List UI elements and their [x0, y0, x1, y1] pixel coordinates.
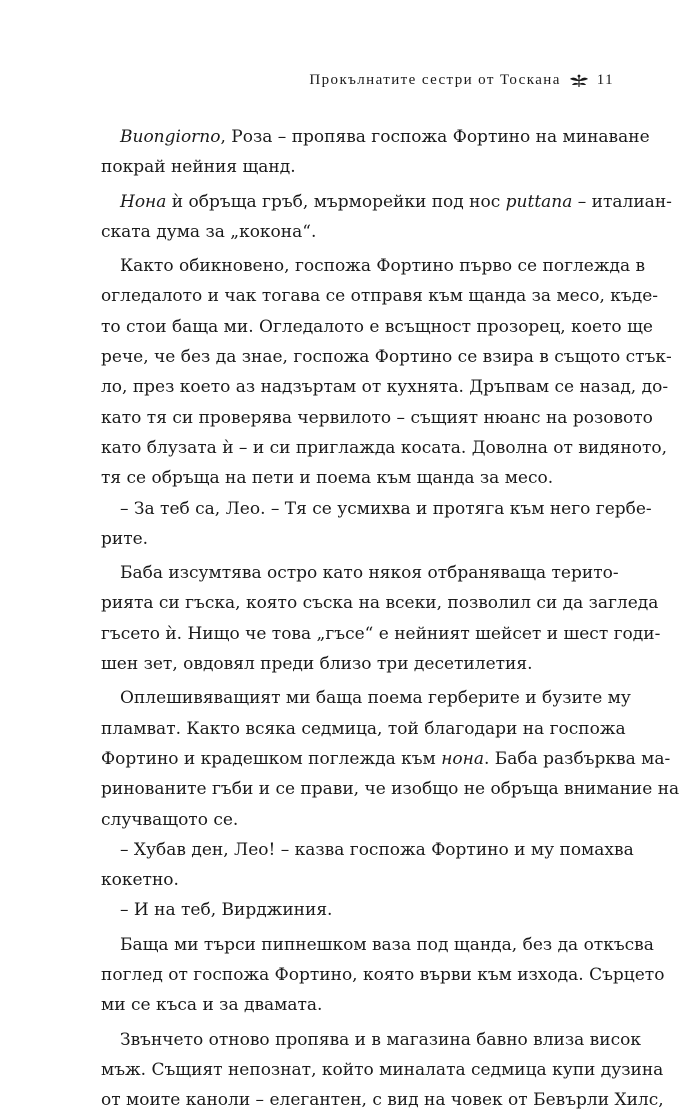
text-line: рите. — [101, 528, 149, 549]
text-line: Баба изсумтява остро като някоя отбраняваща терито- — [120, 563, 619, 584]
text-line: рече, че без да знае, госпожа Фортино се взира в същото стък- — [101, 347, 672, 368]
text-line: от моите каноли – елегантен, с вид на човек от Бевърли Хилс, — [101, 1090, 664, 1111]
text-line: мъж. Същият непознат, който миналата седмица купи дузина — [101, 1059, 664, 1080]
text-line: пламват. Както всяка седмица, той благодари на госпожа — [101, 718, 626, 739]
text-line: Нона ѝ обръща гръб, мърморейки под нос puttana – италиан- — [120, 191, 672, 212]
text-line: Buongiorno, Роза – пропява госпожа Фортино на минаване — [120, 127, 650, 147]
text-line: кокетно. — [101, 870, 179, 891]
running-head — [309, 72, 614, 89]
text-line: покрай нейния щанд. — [101, 157, 296, 178]
text-line: то стои баща ми. Огледалото е всъщност прозорец, което ще — [101, 316, 653, 337]
text-line: ската дума за „кокона“. — [101, 221, 317, 242]
running-title: Прокълнатите сестри от Тоскана — [309, 72, 561, 88]
text-line: Фортино и крадешком поглежда към нона. Баба разбърква ма- — [101, 748, 671, 769]
body-text — [101, 122, 680, 1116]
text-line: ринованите гъби и се прави, че изобщо не обръща внимание на — [101, 779, 680, 800]
page-number: 11 — [596, 72, 614, 88]
text-line: тя се обръща на пети и поема към щанда за месо. — [101, 468, 554, 489]
text-line: шен зет, овдовял преди близо три десетилетия. — [101, 654, 533, 675]
text-line: Баща ми търси пипнешком ваза под щанда, без да откъсва — [120, 934, 654, 955]
text-line: – Хубав ден, Лео! – казва госпожа Фортино и му помахва — [120, 839, 634, 860]
fleuron-icon — [569, 73, 589, 89]
text-line: поглед от госпожа Фортино, която върви към изхода. Сърцето — [101, 965, 665, 986]
text-line: рията си гъска, която съска на всеки, позволил си да загледа — [101, 593, 659, 614]
text-line: – И на теб, Вирджиния. — [120, 900, 333, 921]
text-line: – За теб са, Лео. – Тя се усмихва и протяга към него гербе- — [120, 498, 652, 519]
text-line: Оплешивяващият ми баща поема герберите и бузите му — [120, 688, 631, 709]
text-line: Звънчето отново пропява и в магазина бавно влиза висок — [120, 1029, 641, 1050]
text-line: ло, през което аз надзъртам от кухнята. Дръпвам се назад, до- — [101, 377, 669, 398]
text-line: гъсето ѝ. Нищо че това „гъсе“ е нейният шейсет и шест годи- — [101, 623, 661, 644]
text-line: случващото се. — [101, 809, 239, 830]
text-line: ми се къса и за двамата. — [101, 995, 323, 1016]
text-line: като тя си проверява червилото – същият нюанс на розовото — [101, 407, 653, 428]
text-line: огледалото и чак тогава се отправя към щанда за месо, къде- — [101, 286, 658, 307]
text-line: Както обикновено, госпожа Фортино първо се поглежда в — [120, 256, 646, 277]
text-line: като блузата ѝ – и си приглажда косата. Доволна от видяното, — [101, 437, 667, 458]
